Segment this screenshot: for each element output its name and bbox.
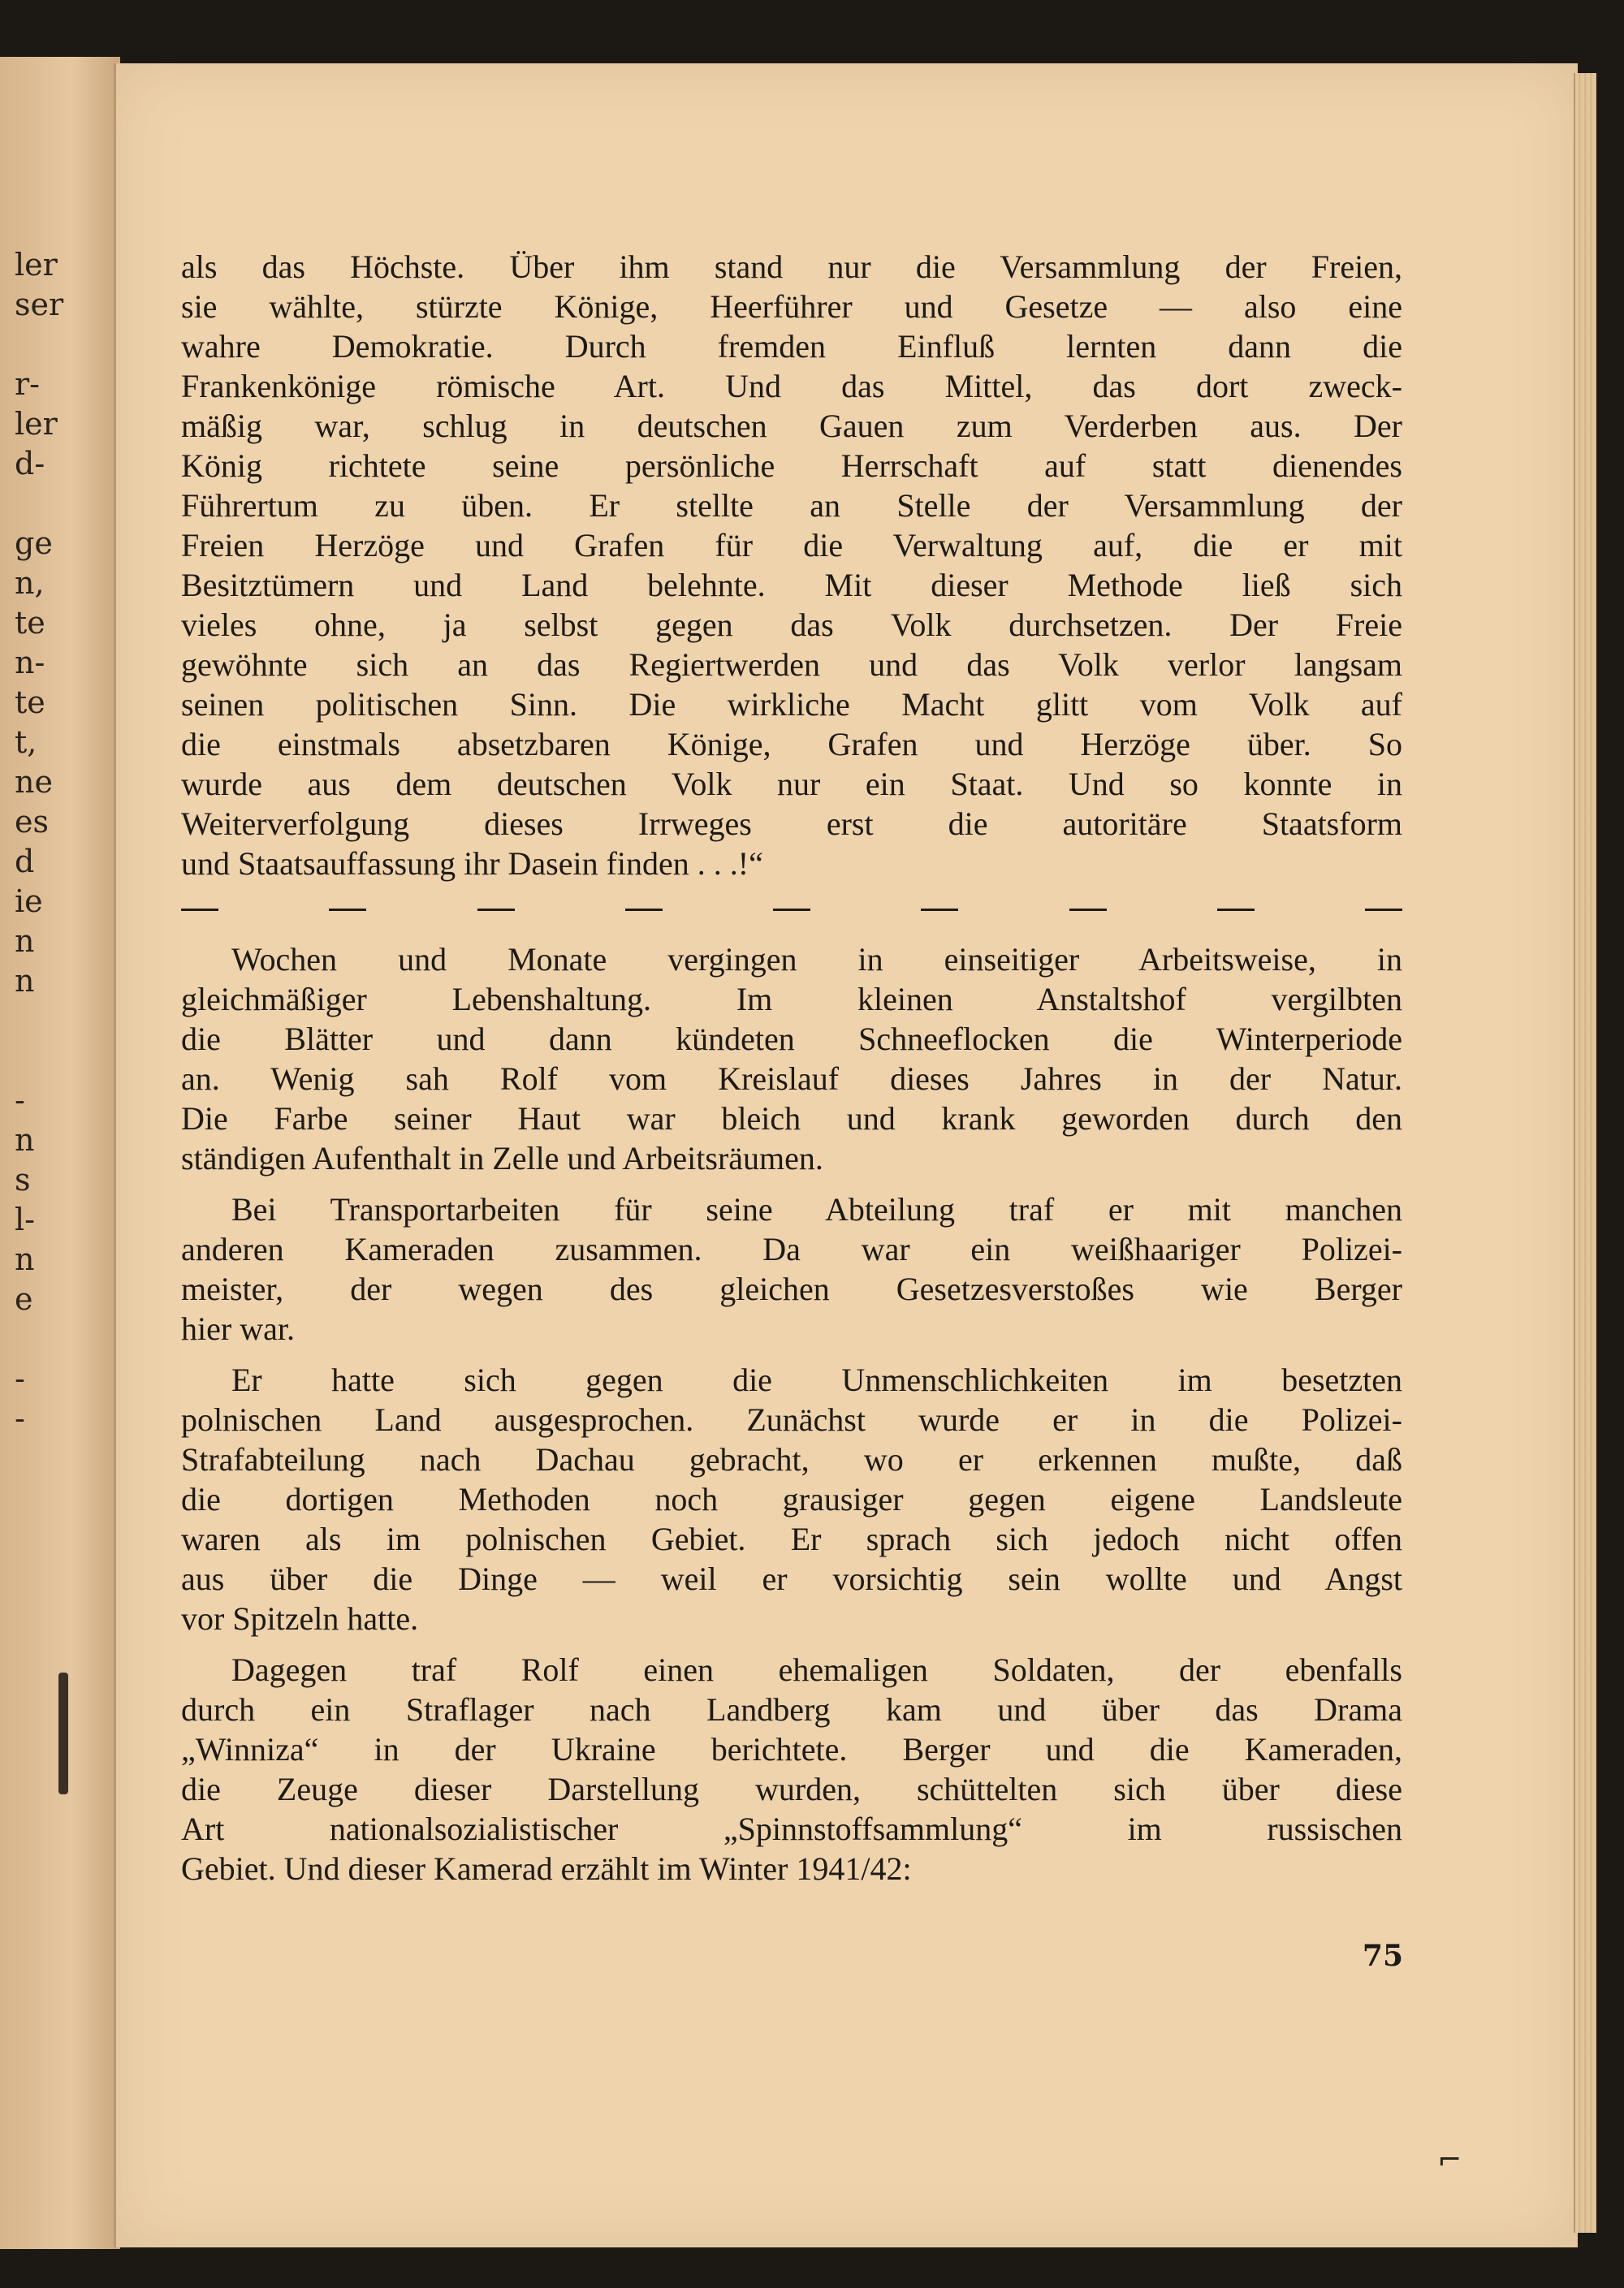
previous-page-fragment: es (15, 804, 49, 840)
previous-page-fragment: te (15, 684, 45, 720)
text-line: vieles ohne, ja selbst gegen das Volk durchsetzen. Der Freie (181, 607, 1402, 643)
text-line: gleichmäßiger Lebenshaltung. Im kleinen Anstaltshof vergilbten (181, 981, 1402, 1017)
text-line: „Winniza“ in der Ukraine berichtete. Berger und die Kameraden, (181, 1731, 1402, 1768)
book-page (114, 63, 1578, 2247)
dash (921, 909, 958, 911)
paragraph-transport-work (181, 1189, 1402, 1349)
text-line: als das Höchste. Über ihm stand nur die Versammlung der Freien, (181, 248, 1402, 285)
previous-page-fragment: - (15, 1401, 25, 1436)
previous-page-fragment (15, 484, 120, 524)
text-line: aus über die Dinge — weil er vorsichtig sein wollte und Angst (181, 1561, 1402, 1597)
previous-page-fragment (15, 1041, 120, 1081)
text-line: meister, der wegen des gleichen Gesetzesverstoßes wie Berger (181, 1271, 1402, 1307)
previous-page-fragment: l- (15, 1202, 35, 1237)
previous-page-fragment: ler (15, 247, 58, 283)
previous-page-fragment: n- (15, 645, 45, 680)
previous-page-fragment: r- (15, 366, 41, 402)
text-line: Er hatte sich gegen die Unmenschlichkeiten im besetzten (231, 1362, 1402, 1398)
previous-page-fragment: ne (15, 764, 53, 800)
text-line: und Staatsauffassung ihr Dasein finden . . .!“ (181, 845, 763, 882)
previous-page-fragment: ge (15, 525, 53, 561)
previous-page-fragment: t, (15, 724, 37, 760)
paragraph-quote-ending (181, 247, 1402, 883)
text-line: Besitztümern und Land belehnte. Mit dieser Methode ließ sich (181, 567, 1402, 603)
previous-page-fragment (15, 325, 120, 365)
previous-page-fragment: ser (15, 287, 64, 322)
previous-page-edge (0, 57, 120, 2249)
text-line: Freien Herzöge und Grafen für die Verwaltung auf, die er mit (181, 527, 1402, 563)
text-line: die einstmals absetzbaren Könige, Grafen und Herzöge über. So (181, 726, 1402, 762)
previous-page-fragment: n (15, 1241, 35, 1277)
previous-page-fragment (15, 1439, 120, 1479)
text-line: Bei Transportarbeiten für seine Abteilung traf er mit manchen (231, 1191, 1402, 1228)
text-line: an. Wenig sah Rolf vom Kreislauf dieses Jahres in der Natur. (181, 1060, 1402, 1097)
previous-page-text-fragments (15, 245, 120, 1479)
text-line: die Blätter und dann kündeten Schneeflocken die Winterperiode (181, 1021, 1402, 1057)
dash (1069, 909, 1107, 911)
text-line: hier war. (181, 1310, 295, 1347)
text-line: wahre Demokratie. Durch fremden Einfluß lernten dann die (181, 328, 1402, 365)
previous-page-fragment: s (15, 1162, 31, 1198)
previous-page-fragment: d- (15, 446, 45, 481)
text-line: Führertum zu üben. Er stellte an Stelle der Versammlung der (181, 487, 1402, 524)
text-line: sie wählte, stürzte Könige, Heerführer und Gesetze — also eine (181, 288, 1402, 325)
dash (625, 909, 663, 911)
page-number: 75 (1362, 1939, 1403, 1973)
previous-page-fragment: te (15, 605, 45, 641)
text-line: seinen politischen Sinn. Die wirkliche Macht glitt vom Volk auf (181, 686, 1402, 723)
dash (1217, 909, 1255, 911)
previous-page-fragment: ie (15, 883, 43, 919)
text-line: waren als im polnischen Gebiet. Er sprach sich jedoch nicht offen (181, 1521, 1402, 1557)
previous-page-fragment: - (15, 1361, 25, 1397)
text-line: Wochen und Monate vergingen in einseitiger Arbeitsweise, in (231, 941, 1402, 978)
previous-page-fragment: - (15, 1082, 25, 1118)
text-line: Strafabteilung nach Dachau gebracht, wo er erkennen mußte, daß (181, 1441, 1402, 1478)
paragraph-former-soldier (181, 1650, 1402, 1889)
text-line: ständigen Aufenthalt in Zelle und Arbeitsräumen. (181, 1140, 823, 1176)
previous-page-fragment: n (15, 1122, 35, 1158)
text-line: vor Spitzeln hatte. (181, 1600, 419, 1637)
previous-page-fragment: e (15, 1281, 33, 1317)
text-line: polnischen Land ausgesprochen. Zunächst wurde er in die Polizei- (181, 1401, 1402, 1438)
text-line: mäßig war, schlug in deutschen Gauen zum Verderben aus. Der (181, 408, 1402, 444)
dash (1365, 909, 1402, 911)
text-line: Gebiet. Und dieser Kamerad erzählt im Winter 1941/42: (181, 1850, 912, 1887)
text-line: gewöhnte sich an das Regiertwerden und das Volk verlor langsam (181, 646, 1402, 683)
previous-page-fragment (15, 1001, 120, 1041)
paragraph-police-master (181, 1360, 1402, 1638)
dash (477, 909, 515, 911)
text-line: Weiterverfolgung dieses Irrweges erst die autoritäre Staatsform (181, 805, 1402, 842)
page-block-edge (1574, 73, 1596, 2233)
binding-thread (58, 1673, 68, 1794)
text-line: Dagegen traf Rolf einen ehemaligen Soldaten, der ebenfalls (231, 1651, 1402, 1688)
corner-mark: ⌐ (1437, 2143, 1462, 2177)
previous-page-fragment: n, (15, 565, 45, 601)
text-line: Art nationalsozialistischer „Spinnstoffsammlung“ im russischen (181, 1811, 1402, 1847)
paragraph-weeks-and-months (181, 939, 1402, 1178)
section-break-dashes (181, 890, 1402, 930)
text-line: König richtete seine persönliche Herrschaft auf statt dienendes (181, 447, 1402, 484)
dash (329, 909, 366, 911)
text-line: die dortigen Methoden noch grausiger gegen eigene Landsleute (181, 1481, 1402, 1517)
dash (773, 909, 810, 911)
text-line: wurde aus dem deutschen Volk nur ein Staat. Und so konnte in (181, 766, 1402, 802)
text-line: anderen Kameraden zusammen. Da war ein weißhaariger Polizei- (181, 1231, 1402, 1267)
previous-page-fragment: n (15, 923, 35, 959)
previous-page-fragment: d (15, 844, 35, 879)
text-line: Frankenkönige römische Art. Und das Mittel, das dort zweck- (181, 368, 1402, 404)
text-line: durch ein Straflager nach Landberg kam und über das Drama (181, 1691, 1402, 1728)
page-text (181, 247, 1402, 1889)
previous-page-fragment (15, 1319, 120, 1359)
text-line: die Zeuge dieser Darstellung wurden, schüttelten sich über diese (181, 1771, 1402, 1807)
previous-page-fragment: n (15, 963, 35, 999)
previous-page-fragment: ler (15, 406, 58, 442)
dash (181, 909, 218, 911)
text-line: Die Farbe seiner Haut war bleich und krank geworden durch den (181, 1100, 1402, 1137)
